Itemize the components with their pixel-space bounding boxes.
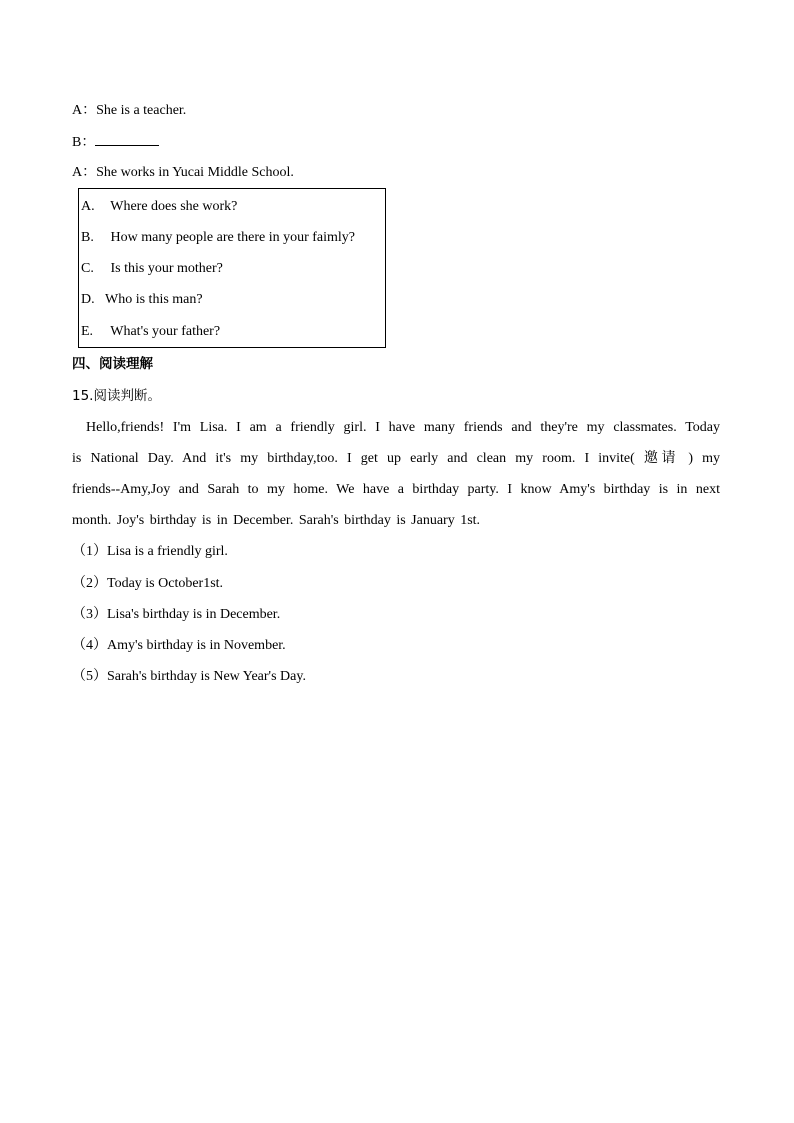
dialogue-b-prefix: B： [72,135,96,150]
section-title: 四、阅读理解 [72,356,153,372]
option-text: What's your father? [107,324,221,339]
option-c [81,260,223,278]
passage-line-4: month. Joy's birthday is in December. Sarah's birthday is January 1st. [72,513,481,528]
statement-item: （5）Sarah's birthday is New Year's Day. [72,669,306,684]
dialogue-line-b [72,133,159,152]
passage-line-1: Hello,friends! I'm Lisa. I am a friendly girl. I have many friends and they're my classmates. Today [86,420,720,435]
statement-item: （2）Today is October1st. [72,576,224,591]
option-letter: D. [81,292,95,307]
option-text: Who is this man? [105,292,203,307]
statement-item: （4）Amy's birthday is in November. [72,638,286,653]
passage-line-2: is National Day. And it's my birthday,too. I get up early and clean my room. I invite( 邀请 ) my [72,451,720,466]
statement-item: （3）Lisa's birthday is in December. [72,607,281,622]
passage-line-3: friends--Amy,Joy and Sarah to my home. We have a birthday party. I know Amy's birthday is in next [72,482,720,497]
option-text: How many people are there in your faimly? [107,230,356,245]
statement-item: （1）Lisa is a friendly girl. [72,544,228,559]
option-d [81,291,203,309]
option-b [81,229,355,247]
option-letter: B. [81,230,94,245]
option-letter: A. [81,199,95,214]
option-letter: C. [81,261,94,276]
options-box [78,188,386,348]
dialogue-line-a2: A：She works in Yucai Middle School. [72,165,294,180]
question-label: 15.阅读判断。 [72,388,161,404]
option-e [81,323,220,341]
option-letter: E. [81,324,94,339]
option-text: Is this your mother? [107,261,223,276]
option-a [81,198,237,216]
dialogue-line-a1: A：She is a teacher. [72,103,187,118]
answer-blank[interactable] [95,133,159,146]
option-text: Where does she work? [107,199,238,214]
